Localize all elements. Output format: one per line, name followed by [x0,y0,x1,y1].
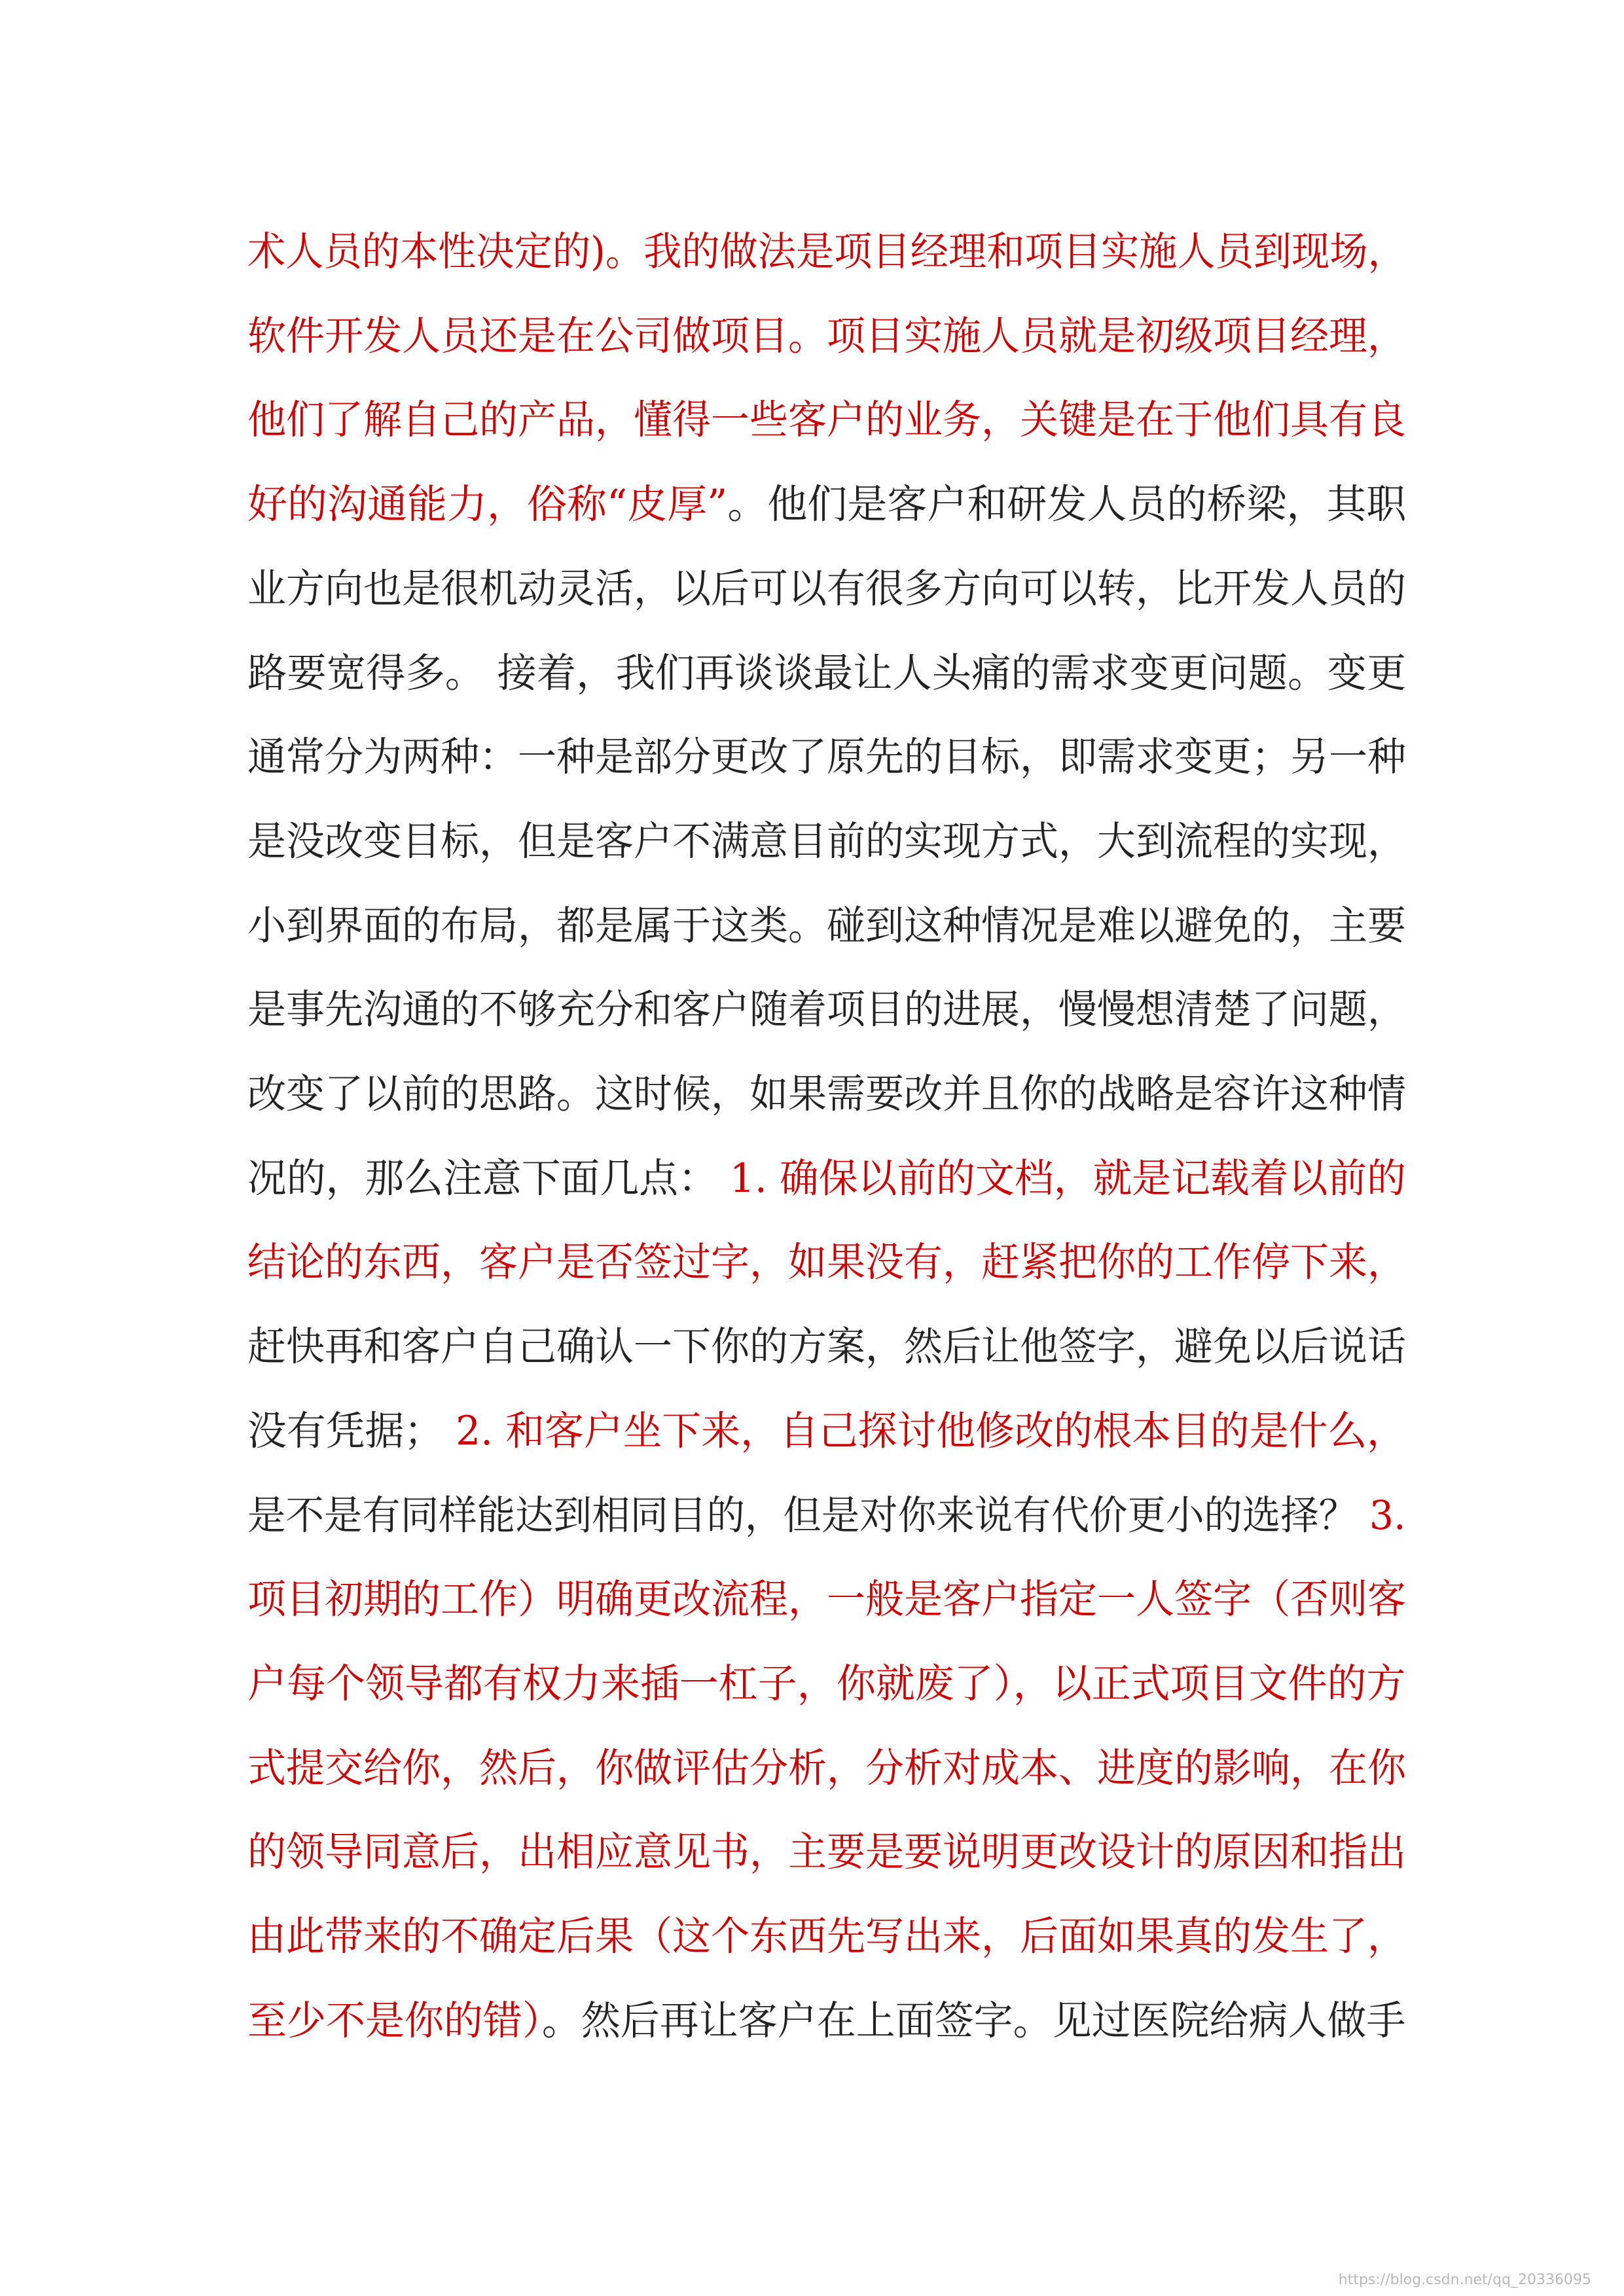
text-line [247,1641,1406,1727]
text-segment: 小到界面的布局，都是属于这类。碰到这种情况是难以避免的，主要 [247,902,1406,949]
text-segment: 路要宽得多。 接着，我们再谈谈最让人头痛的需求变更问题。变更 [247,649,1407,696]
text-line [247,884,1406,969]
text-segment: 通常分为两种：一种是部分更改了原先的目标，即需求变更；另一种 [247,734,1406,781]
text-segment: 至少不是你的错） [247,1997,542,2044]
text-line [247,1473,1406,1558]
text-segment: 户每个领导都有权力来插一杠子，你就废了），以正式项目文件的方 [247,1660,1406,1707]
text-segment: 是没改变目标，但是客户不满意目前的实现方式，大到流程的实现， [247,817,1406,865]
text-segment: 软件开发人员还是在公司做项目。项目实施人员就是初级项目经理， [247,312,1406,359]
text-line [247,799,1406,884]
text-segment: 项目初期的工作）明确更改流程，一般是客户指定一人签字（否则客 [247,1576,1406,1623]
text-segment: 1. 确保以前的文档，就是记载着以前的 [729,1155,1406,1202]
text-segment: 改变了以前的思路。这时候，如果需要改并且你的战略是容许这种情 [247,1071,1406,1117]
text-segment: 由此带来的不确定后果（这个东西先写出来，后面如果真的发生了， [247,1913,1406,1960]
text-segment: 2. 和客户坐下来，自己探讨他修改的根本目的是什么， [456,1407,1406,1454]
text-line [247,1810,1406,1895]
text-line [247,1304,1406,1390]
text-line [247,631,1407,716]
text-segment: 式提交给你，然后，你做评估分析，分析对成本、进度的影响，在你 [247,1744,1406,1791]
text-line [247,462,1407,547]
text-line [247,1979,1406,2064]
text-line [247,209,1406,295]
text-segment: 他们了解自己的产品，懂得一些客户的业务，关键是在于他们具有良 [247,397,1406,444]
text-segment: 好的沟通能力，俗称“皮厚” [247,481,728,528]
text-segment: 况的，那么注意下面几点： [247,1155,730,1202]
text-line [247,1557,1406,1642]
text-line [247,1220,1406,1305]
text-line [247,294,1406,379]
text-line [247,1136,1406,1221]
text-segment: 没有凭据； [247,1407,456,1454]
text-line [247,547,1406,632]
text-line [247,1389,1406,1474]
text-segment: 。然后再让客户在上面签字。见过医院给病人做手 [541,1997,1406,2044]
text-segment: 业方向也是很机动灵活，以后可以有很多方向可以转，比开发人员的 [247,565,1406,612]
text-segment: 是不是有同样能达到相同目的，但是对你来说有代价更小的选择？ [247,1492,1369,1539]
text-segment: 3. [1369,1492,1406,1539]
text-segment: 。他们是客户和研发人员的桥梁，其职 [727,481,1407,528]
text-segment: 是事先沟通的不够充分和客户随着项目的进展，慢慢想清楚了问题， [247,986,1406,1033]
text-line [247,1726,1406,1811]
text-segment: 的领导同意后，出相应意见书，主要是要说明更改设计的原因和指出 [247,1829,1406,1876]
text-line [247,1894,1406,1979]
text-segment: 赶快再和客户自己确认一下你的方案，然后让他签字，避免以后说话 [247,1323,1406,1371]
text-line [247,967,1406,1052]
text-segment: 结论的东西，客户是否签过字，如果没有，赶紧把你的工作停下来， [247,1239,1406,1286]
text-line [247,1052,1406,1137]
text-segment: 术人员的本性决定的)。我的做法是项目经理和项目实施人员到现场， [247,228,1406,275]
text-line [247,715,1406,800]
text-line [247,378,1406,463]
blog-watermark: https://blog.csdn.net/qq_20336095 [1338,2272,1591,2288]
